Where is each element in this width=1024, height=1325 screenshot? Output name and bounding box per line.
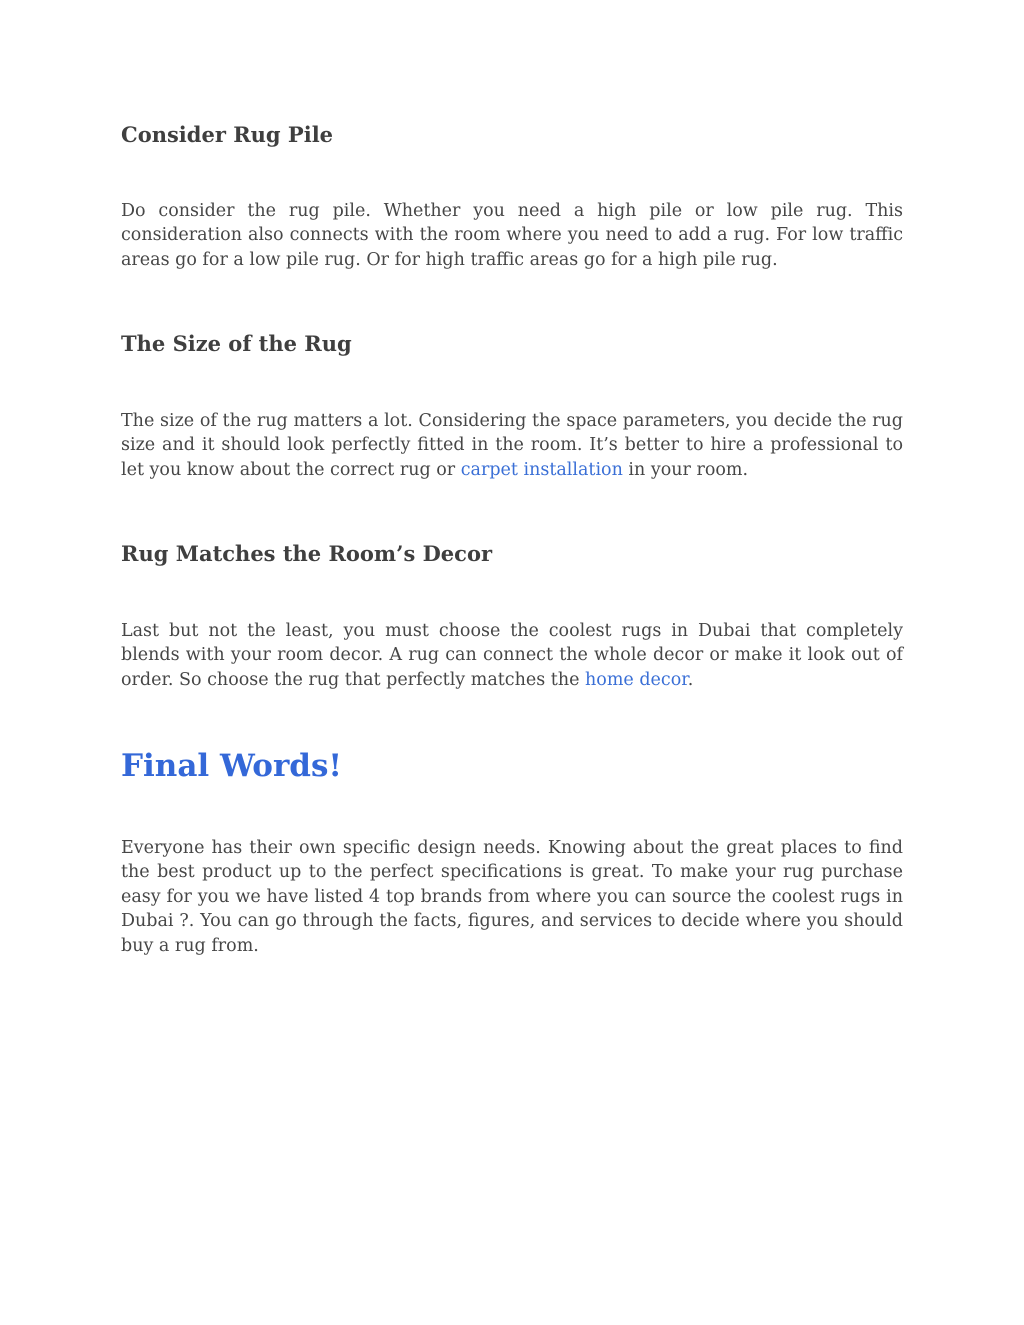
paragraph-rug-pile: Do consider the rug pile. Whether you need a high pile or low pile rug. This consideration also connects with the room where you need to add a rug. For low traffic areas go for a low pile rug. Or for high traffic areas go for a high pile rug. xyxy=(121,201,903,270)
paragraph-rug-size-text-start: The size of the rug matters a lot. Considering the space parameters, you decide the rug size and it should look perfectly fitted in the room. It’s better to hire a professional to let you know about the correct rug or xyxy=(121,411,903,480)
paragraph-rug-decor-text-start: Last but not the least, you must choose the coolest rugs in Dubai that completely blends with your room decor. A rug can connect the whole decor or make it look out of order. So choose the rug that perfectly matches the xyxy=(121,621,903,690)
paragraph-rug-size xyxy=(121,409,903,482)
carpet-installation-link[interactable]: carpet installation xyxy=(460,459,623,480)
heading-size-of-rug: The Size of the Rug xyxy=(121,331,352,356)
paragraph-rug-size-text-end: in your room. xyxy=(622,459,749,480)
paragraph-rug-decor xyxy=(121,619,903,692)
home-decor-link[interactable]: home decor xyxy=(585,669,688,690)
paragraph-rug-decor-text-end: . xyxy=(687,669,694,690)
heading-rug-matches-decor: Rug Matches the Room’s Decor xyxy=(121,541,493,566)
heading-consider-rug-pile: Consider Rug Pile xyxy=(121,122,334,147)
paragraph-final-words: Everyone has their own specific design needs. Knowing about the great places to find the best product up to the perfect specifications is great. To make your rug purchase easy for you we have listed 4 top brands from where you can source the coolest rugs in Dubai ?. You can go through the facts, figures, and services to decide where you should buy a rug from. xyxy=(121,838,903,956)
heading-final-words: Final Words! xyxy=(121,748,343,784)
